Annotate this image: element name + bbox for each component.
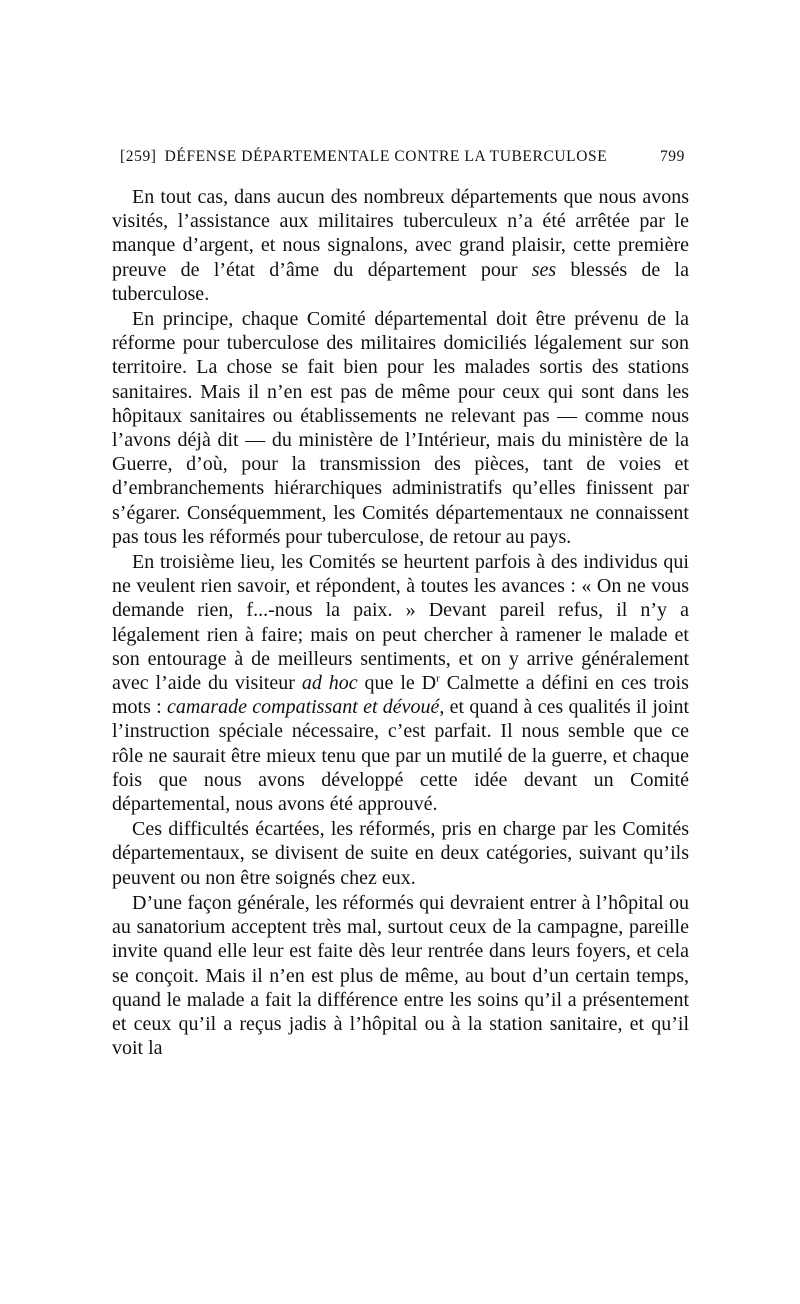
paragraph-4: Ces difficultés écartées, les réformés, pris en charge par les Comités départementaux, se divisent de suite en deux catégories, suivant qu’ils peuvent ou non être soignés chez eux. <box>112 818 689 889</box>
page-number: 799 <box>659 148 685 165</box>
p3-superscript: r <box>436 672 440 685</box>
header-left <box>120 148 615 166</box>
p3-italic-quote: camarade compatissant et dévoué <box>167 696 440 719</box>
paragraph-5: D’une façon générale, les réformés qui devraient entrer à l’hôpital ou au sanatorium acceptent très mal, surtout ceux de la campagne, pareille invite quand elle leur est faite dès leur rentrée dans leurs foyers, et cela se conçoit. Mais il n’en est plus de même, au bout d’un certain temps, quand le malade a fait la différence entre les soins qu’il a présentement et ceux qu’il a reçus jadis à l’hôpital ou à la station sanitaire, et qu’il voit la <box>112 891 689 1060</box>
paragraph-3 <box>112 550 689 816</box>
p3-text-b: que le D <box>357 672 437 695</box>
p3-text-c: Calmette a défini en ces trois mots : <box>112 672 689 719</box>
p3-text-a: En troisième lieu, les Comités se heurtent parfois à des individus qui ne veulent rien savoir, et répondent, à toutes les avances : « On ne vous demande rien, f...-nous la paix. » Devant pareil refus, il n’y a légalement rien à faire; mais on peut chercher à ramener le malade et son entourage à de meilleurs sentiments, et on y arrive généralement avec l’aide du visiteur <box>112 551 689 695</box>
p1-text-a: En tout cas, dans aucun des nombreux départements que nous avons visités, l’assistance aux militaires tuberculeux n’a été arrêtée par le manque d’argent, et nous signalons, avec grand plaisir, cette première preuve de l’état d’âme du département pour <box>112 186 689 281</box>
paragraph-1 <box>112 185 689 306</box>
p1-text-b: blessés de la tuberculose. <box>112 258 689 305</box>
body-text <box>112 185 689 1060</box>
p3-italic-ad-hoc: ad hoc <box>301 672 358 695</box>
running-title: DÉFENSE DÉPARTEMENTALE CONTRE LA TUBERCULOSE <box>164 148 608 165</box>
page-reference: [259] <box>120 148 157 165</box>
running-header <box>120 148 685 166</box>
p3-text-d: , et quand à ces qualités il joint l’instruction spéciale nécessaire, c’est parfait. Il nous semble que ce rôle ne saurait être mieux tenu que par un mutilé de la guerre, et chaque fois que nous avons développé cette idée devant un Comité départemental, nous avons été approuvé. <box>112 696 689 816</box>
paragraph-2: En principe, chaque Comité départemental doit être prévenu de la réforme pour tuberculose des militaires domiciliés légalement sur son territoire. La chose se fait bien pour les malades sortis des stations sanitaires. Mais il n’en est pas de même pour ceux qui sont dans les hôpitaux sanitaires ou établissements ne relevant pas — comme nous l’avons déjà dit — du ministère de l’Intérieur, mais du ministère de la Guerre, d’où, pour la transmission des pièces, tant de voies et d’embranchements hiérarchiques administratifs qu’elles finissent par s’égarer. Conséquemment, les Comités départementaux ne connaissent pas tous les réformés pour tuberculose, de retour au pays. <box>112 308 689 548</box>
p1-italic: ses <box>531 258 557 281</box>
